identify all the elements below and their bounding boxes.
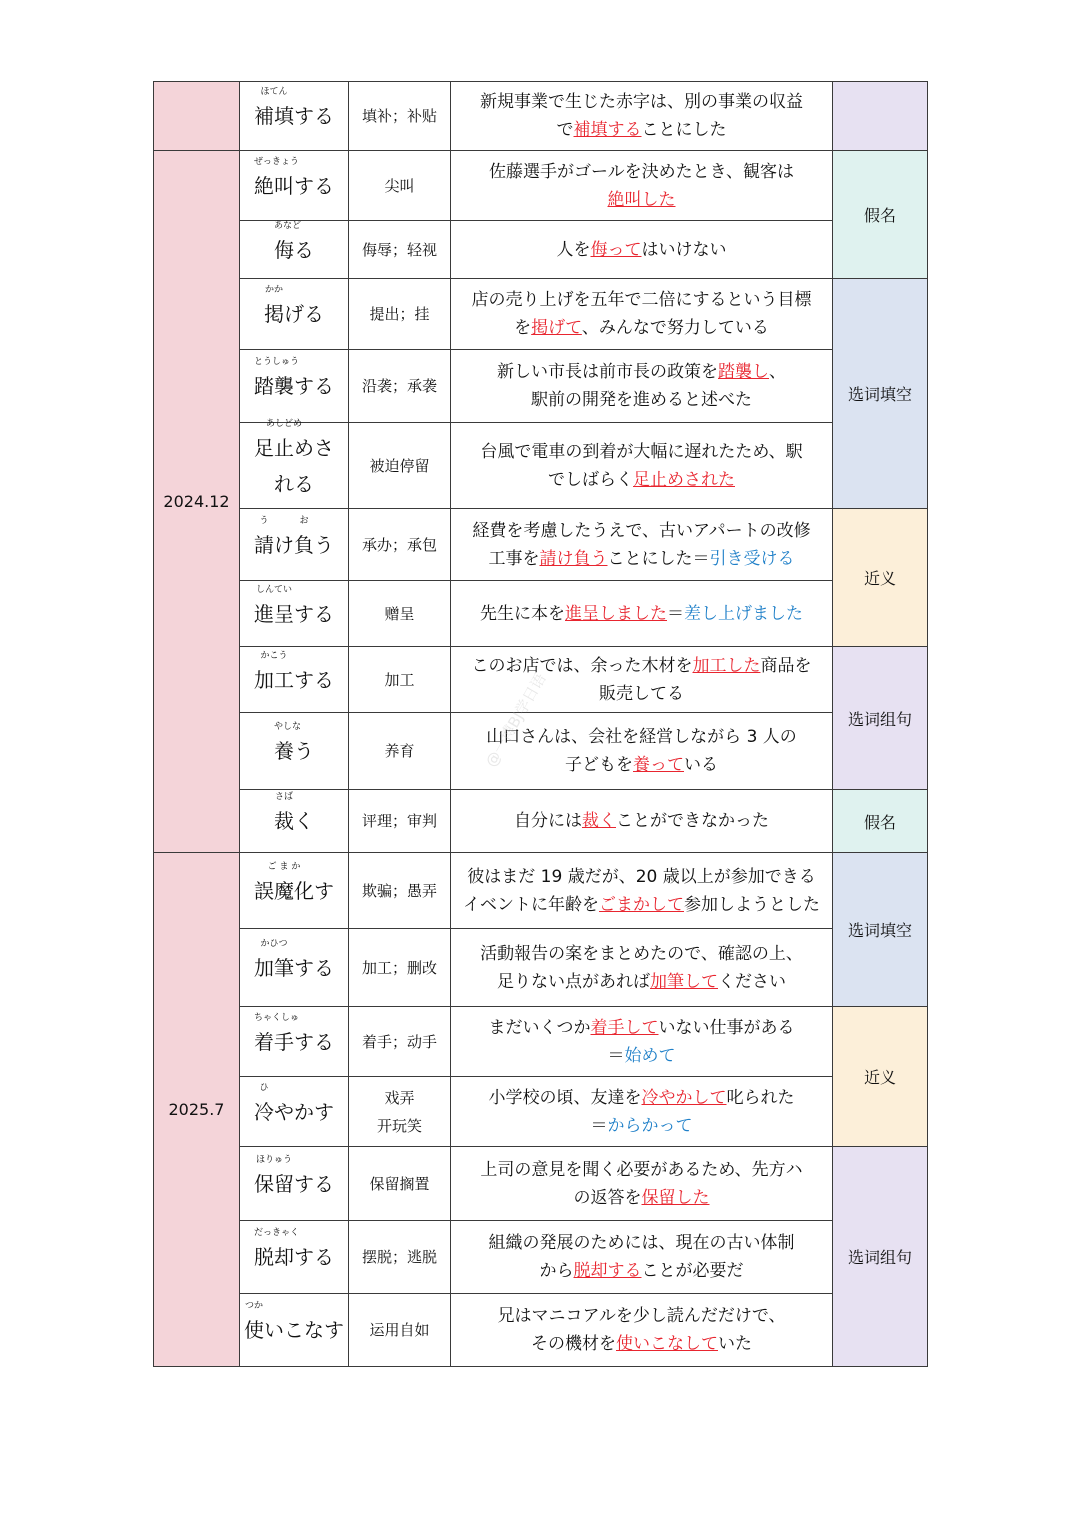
table-row bbox=[154, 1221, 928, 1294]
word-cell: さば 裁く bbox=[240, 790, 349, 853]
meaning-cell: 加工 bbox=[349, 647, 451, 713]
table-row bbox=[154, 423, 928, 509]
type-cell bbox=[833, 82, 928, 151]
example-cell: 新しい市長は前市長の政策を踏襲し、 駅前の開発を進めると述べた bbox=[451, 350, 833, 423]
word-cell: つか 使いこなす bbox=[240, 1294, 349, 1367]
meaning-cell: 评理；审判 bbox=[349, 790, 451, 853]
watermark: @一博BJ学日语 bbox=[481, 670, 550, 770]
meaning-cell: 尖叫 bbox=[349, 151, 451, 221]
example-cell: 経費を考慮したうえで、古いアパートの改修 工事を請け負うことにした＝引き受ける bbox=[451, 509, 833, 581]
date-cell bbox=[154, 82, 240, 151]
table-row bbox=[154, 790, 928, 853]
table-row bbox=[154, 151, 928, 221]
meaning-cell: 运用自如 bbox=[349, 1294, 451, 1367]
type-cell: 选词填空 bbox=[833, 279, 928, 509]
meaning-cell: 着手；动手 bbox=[349, 1007, 451, 1077]
word-cell: う 請け お 負う bbox=[240, 509, 349, 581]
example-cell: 台風で電車の到着が大幅に遅れたため、駅 でしばらく足止めされた bbox=[451, 423, 833, 509]
meaning-cell: 戏弄 开玩笑 bbox=[349, 1077, 451, 1147]
table-row bbox=[154, 929, 928, 1007]
word-cell: ほりゅう 保留する bbox=[240, 1147, 349, 1221]
table-row bbox=[154, 581, 928, 647]
meaning-cell: 养育 bbox=[349, 713, 451, 790]
word-cell: かこう 加工する bbox=[240, 647, 349, 713]
meaning-cell: 沿袭；承袭 bbox=[349, 350, 451, 423]
type-cell: 近义 bbox=[833, 1007, 928, 1147]
table-row bbox=[154, 1077, 928, 1147]
meaning-cell: 摆脱；逃脱 bbox=[349, 1221, 451, 1294]
table-row bbox=[154, 279, 928, 350]
word-cell: しんてい 進呈する bbox=[240, 581, 349, 647]
word-cell: あなど 侮る bbox=[240, 221, 349, 279]
word-cell: かか 掲げる bbox=[240, 279, 349, 350]
example-cell: 上司の意見を聞く必要があるため、先方ハ の返答を保留した bbox=[451, 1147, 833, 1221]
type-cell: 选词填空 bbox=[833, 853, 928, 1007]
table-row bbox=[154, 713, 928, 790]
meaning-cell: 填补；补贴 bbox=[349, 82, 451, 151]
example-cell: 兄はマニコアルを少し読んだだけで、 その機材を使いこなしていた bbox=[451, 1294, 833, 1367]
example-cell: 彼はまだ 19 歳だが、20 歳以上が参加できる イベントに年齢をごまかして参加しようとした bbox=[451, 853, 833, 929]
date-cell: 2024.12 bbox=[154, 151, 240, 853]
table-row bbox=[154, 350, 928, 423]
example-cell: 小学校の頃、友達を冷やかして叱られた ＝からかって bbox=[451, 1077, 833, 1147]
type-cell: 近义 bbox=[833, 509, 928, 647]
table-row bbox=[154, 1007, 928, 1077]
meaning-cell: 赠呈 bbox=[349, 581, 451, 647]
example-cell: 山口さんは、会社を経営しながら 3 人の 子どもを養っている bbox=[451, 713, 833, 790]
table-row bbox=[154, 853, 928, 929]
table-row bbox=[154, 82, 928, 151]
example-cell: 先生に本を進呈しました＝差し上げました bbox=[451, 581, 833, 647]
table-row bbox=[154, 221, 928, 279]
example-cell: 佐藤選手がゴールを決めたとき、観客は 絶叫した bbox=[451, 151, 833, 221]
type-cell: 假名 bbox=[833, 790, 928, 853]
meaning-cell: 欺骗；愚弄 bbox=[349, 853, 451, 929]
word-cell: ひ 冷やかす bbox=[240, 1077, 349, 1147]
example-cell: 新規事業で生じた赤字は、別の事業の収益 で補填することにした bbox=[451, 82, 833, 151]
example-cell: このお店では、余った木材を加工した商品を 販売してる bbox=[451, 647, 833, 713]
meaning-cell: 被迫停留 bbox=[349, 423, 451, 509]
vocabulary-table bbox=[153, 81, 928, 1367]
meaning-cell: 承办；承包 bbox=[349, 509, 451, 581]
meaning-cell: 保留搁置 bbox=[349, 1147, 451, 1221]
example-cell: 自分には裁くことができなかった bbox=[451, 790, 833, 853]
word-cell: あしどめ 足止めさ れる bbox=[240, 423, 349, 509]
word-cell: ほてん 補填する bbox=[240, 82, 349, 151]
type-cell: 选词组句 bbox=[833, 647, 928, 790]
example-cell: 組織の発展のためには、現在の古い体制 から脱却することが必要だ bbox=[451, 1221, 833, 1294]
word-cell: やしな 養う bbox=[240, 713, 349, 790]
word-cell: とうしゅう 踏襲する bbox=[240, 350, 349, 423]
meaning-cell: 提出；挂 bbox=[349, 279, 451, 350]
type-cell: 选词组句 bbox=[833, 1147, 928, 1367]
meaning-cell: 加工；删改 bbox=[349, 929, 451, 1007]
table-row bbox=[154, 509, 928, 581]
word-cell: かひつ 加筆する bbox=[240, 929, 349, 1007]
word-cell: ご ま か 誤魔化す bbox=[240, 853, 349, 929]
word-cell: ちゃくしゅ 着手する bbox=[240, 1007, 349, 1077]
example-cell: 活動報告の案をまとめたので、確認の上、 足りない点があれば加筆してください bbox=[451, 929, 833, 1007]
word-cell: だっきゃく 脱却する bbox=[240, 1221, 349, 1294]
type-cell: 假名 bbox=[833, 151, 928, 279]
table-row bbox=[154, 1147, 928, 1221]
meaning-cell: 侮辱；轻视 bbox=[349, 221, 451, 279]
example-cell: 店の売り上げを五年で二倍にするという目標 を掲げて、みんなで努力している bbox=[451, 279, 833, 350]
date-cell: 2025.7 bbox=[154, 853, 240, 1367]
example-cell: 人を侮ってはいけない bbox=[451, 221, 833, 279]
example-cell: まだいくつか着手していない仕事がある ＝始めて bbox=[451, 1007, 833, 1077]
word-cell: ぜっきょう 絶叫する bbox=[240, 151, 349, 221]
table-row bbox=[154, 1294, 928, 1367]
